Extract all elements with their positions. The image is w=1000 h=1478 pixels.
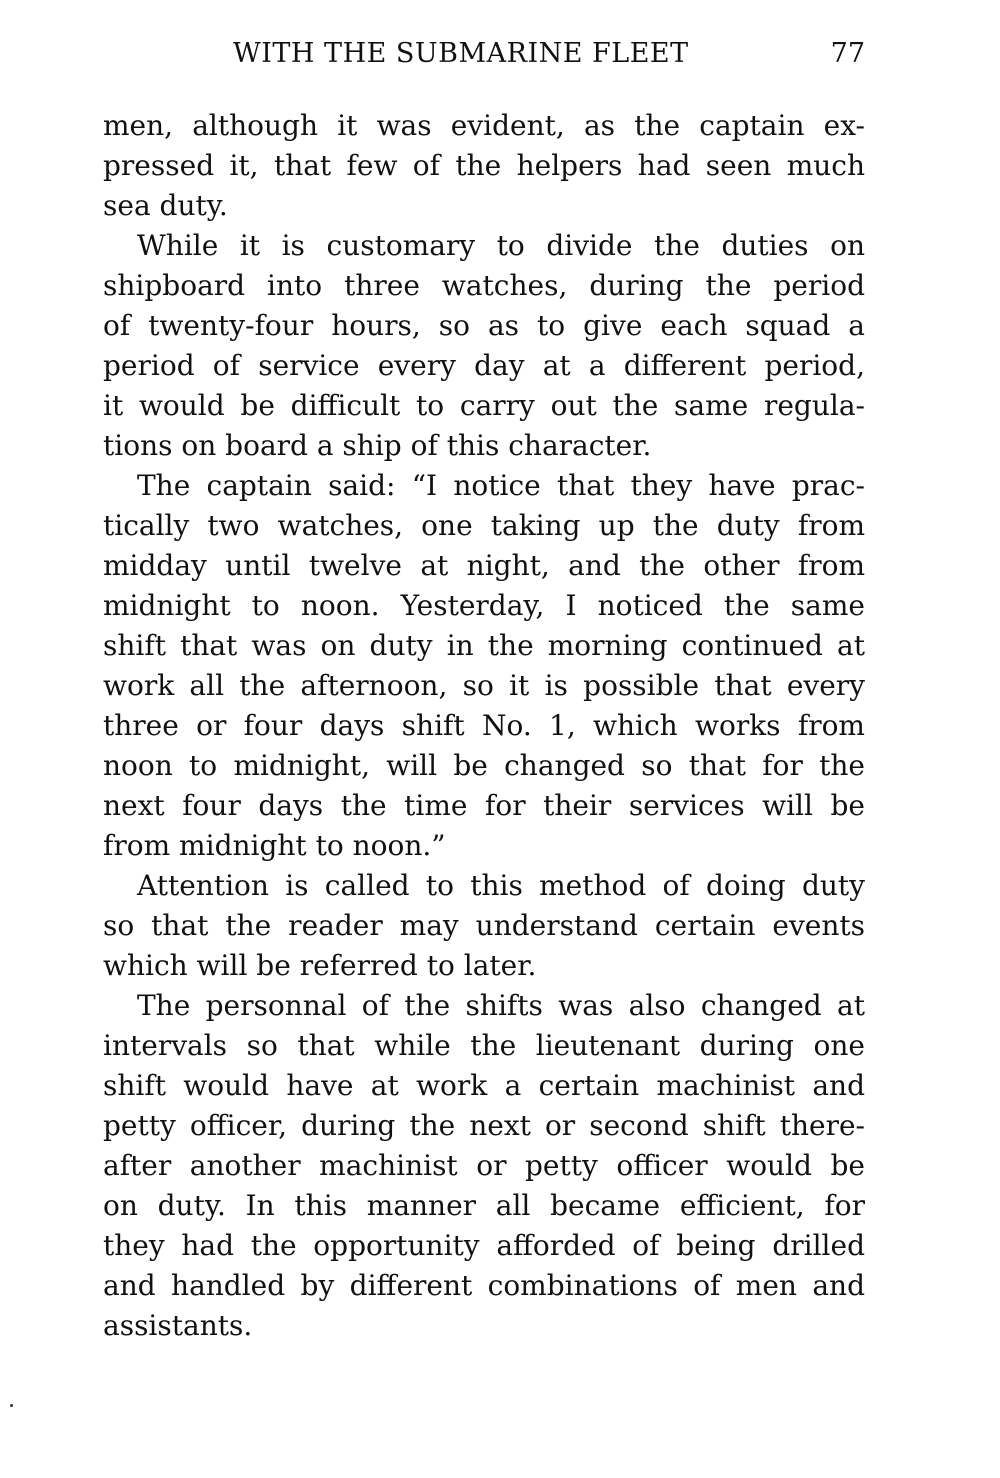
text-line: While it is customary to divide the duties on	[137, 229, 865, 262]
text-line: they had the opportunity afforded of being drilled	[103, 1229, 865, 1262]
text-line: intervals so that while the lieutenant during one	[103, 1029, 865, 1062]
text-line: so that the reader may understand certain events	[103, 909, 865, 942]
text-line: tically two watches, one taking up the duty from	[103, 509, 865, 542]
text-line: The captain said: “I notice that they have prac-	[137, 469, 865, 502]
paragraph-5	[103, 986, 865, 1346]
text-line: men, although it was evident, as the captain ex-	[103, 109, 865, 142]
text-line: from midnight to noon.”	[103, 829, 446, 862]
paragraph-4	[103, 866, 865, 986]
text-line: sea duty.	[103, 189, 228, 222]
text-line: Attention is called to this method of doing duty	[137, 869, 865, 902]
text-line: shift that was on duty in the morning continued at	[103, 629, 865, 662]
text-line: and handled by different combinations of men and	[103, 1269, 865, 1302]
text-line: petty officer, during the next or second shift there-	[103, 1109, 865, 1142]
page-number: 77	[830, 38, 865, 69]
text-line: noon to midnight, will be changed so that for the	[103, 749, 865, 782]
text-line: which will be referred to later.	[103, 949, 537, 982]
text-line: after another machinist or petty officer would be	[103, 1149, 865, 1182]
text-line: tions on board a ship of this character.	[103, 429, 652, 462]
text-line: period of service every day at a different period,	[103, 349, 865, 382]
text-line: pressed it, that few of the helpers had seen much	[103, 149, 865, 182]
text-line: assistants.	[103, 1309, 253, 1342]
running-head	[105, 38, 865, 78]
text-line: midday until twelve at night, and the other from	[103, 549, 865, 582]
body-text	[103, 106, 865, 1346]
text-line: shipboard into three watches, during the period	[103, 269, 865, 302]
text-line: next four days the time for their services will be	[103, 789, 865, 822]
text-line: midnight to noon. Yesterday, I noticed the same	[103, 589, 865, 622]
running-title: WITH THE SUBMARINE FLEET	[233, 38, 689, 69]
text-line: on duty. In this manner all became efficient, for	[103, 1189, 865, 1222]
text-line: three or four days shift No. 1, which works from	[103, 709, 865, 742]
scan-speck	[10, 1404, 13, 1407]
text-line: of twenty-four hours, so as to give each squad a	[103, 309, 865, 342]
paragraph-1	[103, 106, 865, 226]
paragraph-2	[103, 226, 865, 466]
text-line: it would be difficult to carry out the same regula-	[103, 389, 865, 422]
paragraph-3	[103, 466, 865, 866]
text-line: work all the afternoon, so it is possible that every	[103, 669, 865, 702]
text-line: The personnal of the shifts was also changed at	[137, 989, 865, 1022]
text-line: shift would have at work a certain machinist and	[103, 1069, 865, 1102]
